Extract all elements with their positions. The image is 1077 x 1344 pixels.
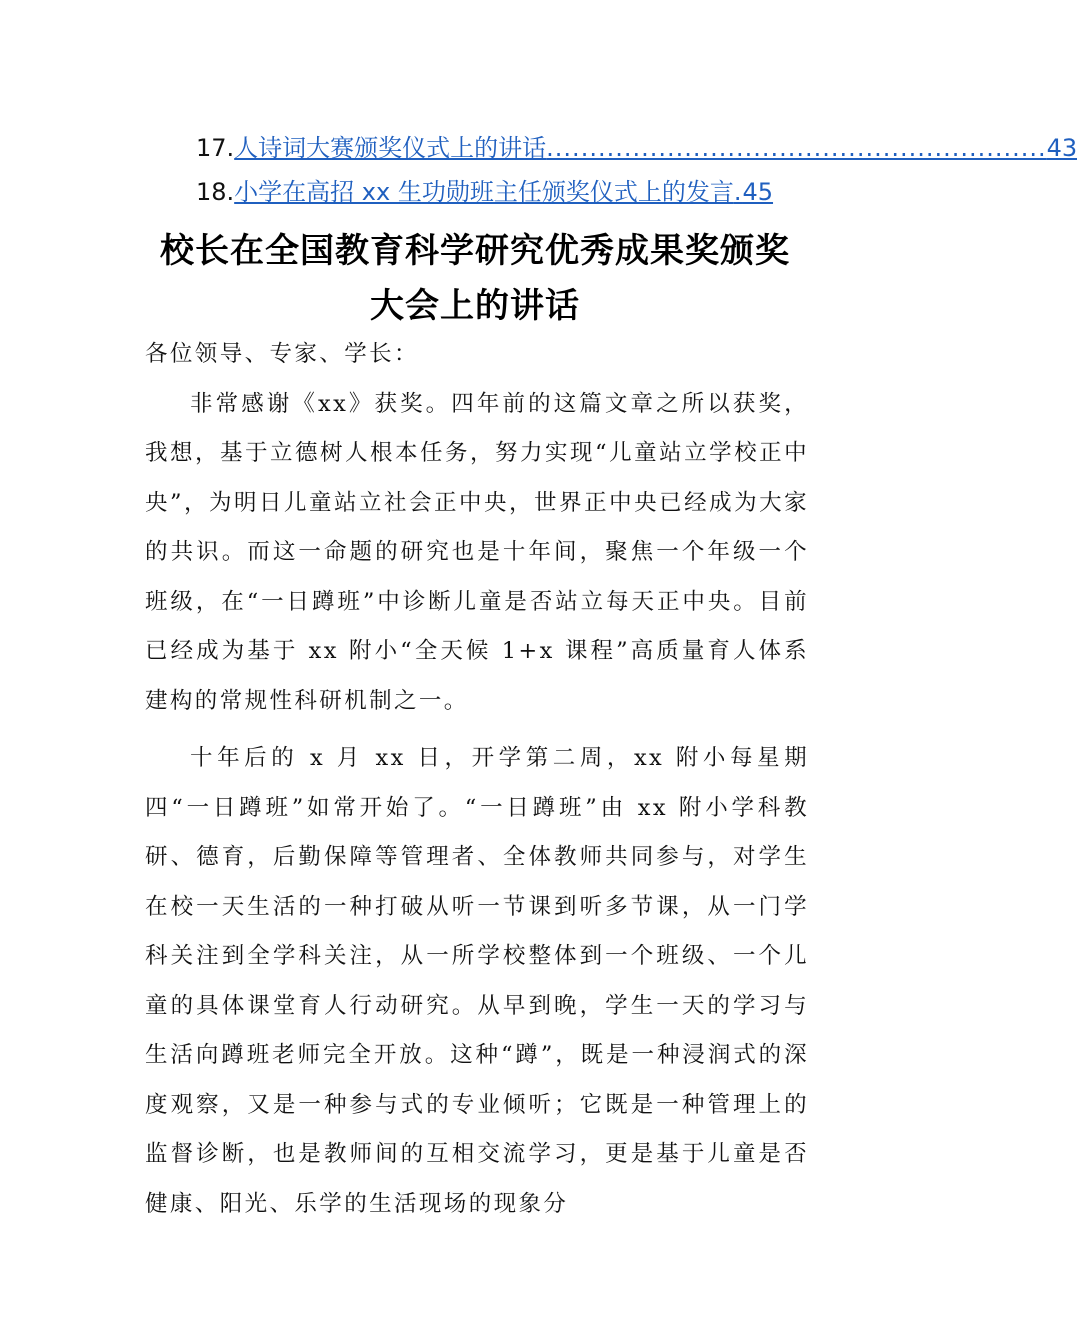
salutation: 各位领导、专家、学长： (145, 341, 419, 367)
toc-entry-17 (196, 128, 1077, 172)
toc-entry-18 (196, 172, 808, 216)
document-body (145, 330, 809, 1229)
toc-entry-title: 人诗词大赛颁奖仪式上的讲话 (234, 134, 547, 162)
toc-entry-page-number: 45 (742, 178, 774, 206)
toc-entry-leader-dots: .......................................................... (546, 134, 1047, 162)
title-line-1: 校长在全国教育科学研究优秀成果奖颁奖 (160, 231, 790, 271)
toc-entry-number: 18. (196, 178, 235, 206)
document-title (120, 224, 830, 334)
toc-entry-title: 小学在高招 xx 生功勋班主任颁奖仪式上的发言 (234, 178, 734, 206)
toc-entry-page-number: 43 (1046, 134, 1077, 162)
title-line-2: 大会上的讲话 (370, 286, 580, 326)
table-of-contents (196, 128, 1077, 216)
toc-entry-leader-dots: . (733, 178, 743, 206)
body-paragraph-1: 非常感谢《xx》获奖。四年前的这篇文章之所以获奖，我想，基于立德树人根本任务，努力实现“儿童站立学校正中央”，为明日儿童站立社会正中央，世界正中央已经成为大家的共识。而这一命题的研究也是十年间，聚焦一个年级一个班级，在“一日蹲班”中诊断儿童是否站立每天正中央。目前已经成为基于 xx 附小“全天候 1+x 课程”高质量育人体系建构的常规性科研机制之一。 (145, 390, 809, 714)
body-paragraph-2: 十年后的 x 月 xx 日，开学第二周，xx 附小每星期四“一日蹲班”如常开始了。“一日蹲班”由 xx 附小学科教研、德育，后勤保障等管理者、全体教师共同参与，对学生在校一天生活的一种打破从听一节课到听多节课，从一门学科关注到全学科关注，从一所学校整体到一个班级、一个儿童的具体课堂育人行动研究。从早到晚，学生一天的学习与生活向蹲班老师完全开放。这种“蹲”，既是一种浸润式的深度观察，又是一种参与式的专业倾听；它既是一种管理上的监督诊断，也是教师间的互相交流学习，更是基于儿童是否健康、阳光、乐学的生活现场的现象分 (145, 745, 809, 1217)
toc-entry-number: 17. (196, 134, 235, 162)
toc-entry-link[interactable] (234, 172, 808, 207)
toc-entry-link[interactable] (234, 128, 1077, 163)
